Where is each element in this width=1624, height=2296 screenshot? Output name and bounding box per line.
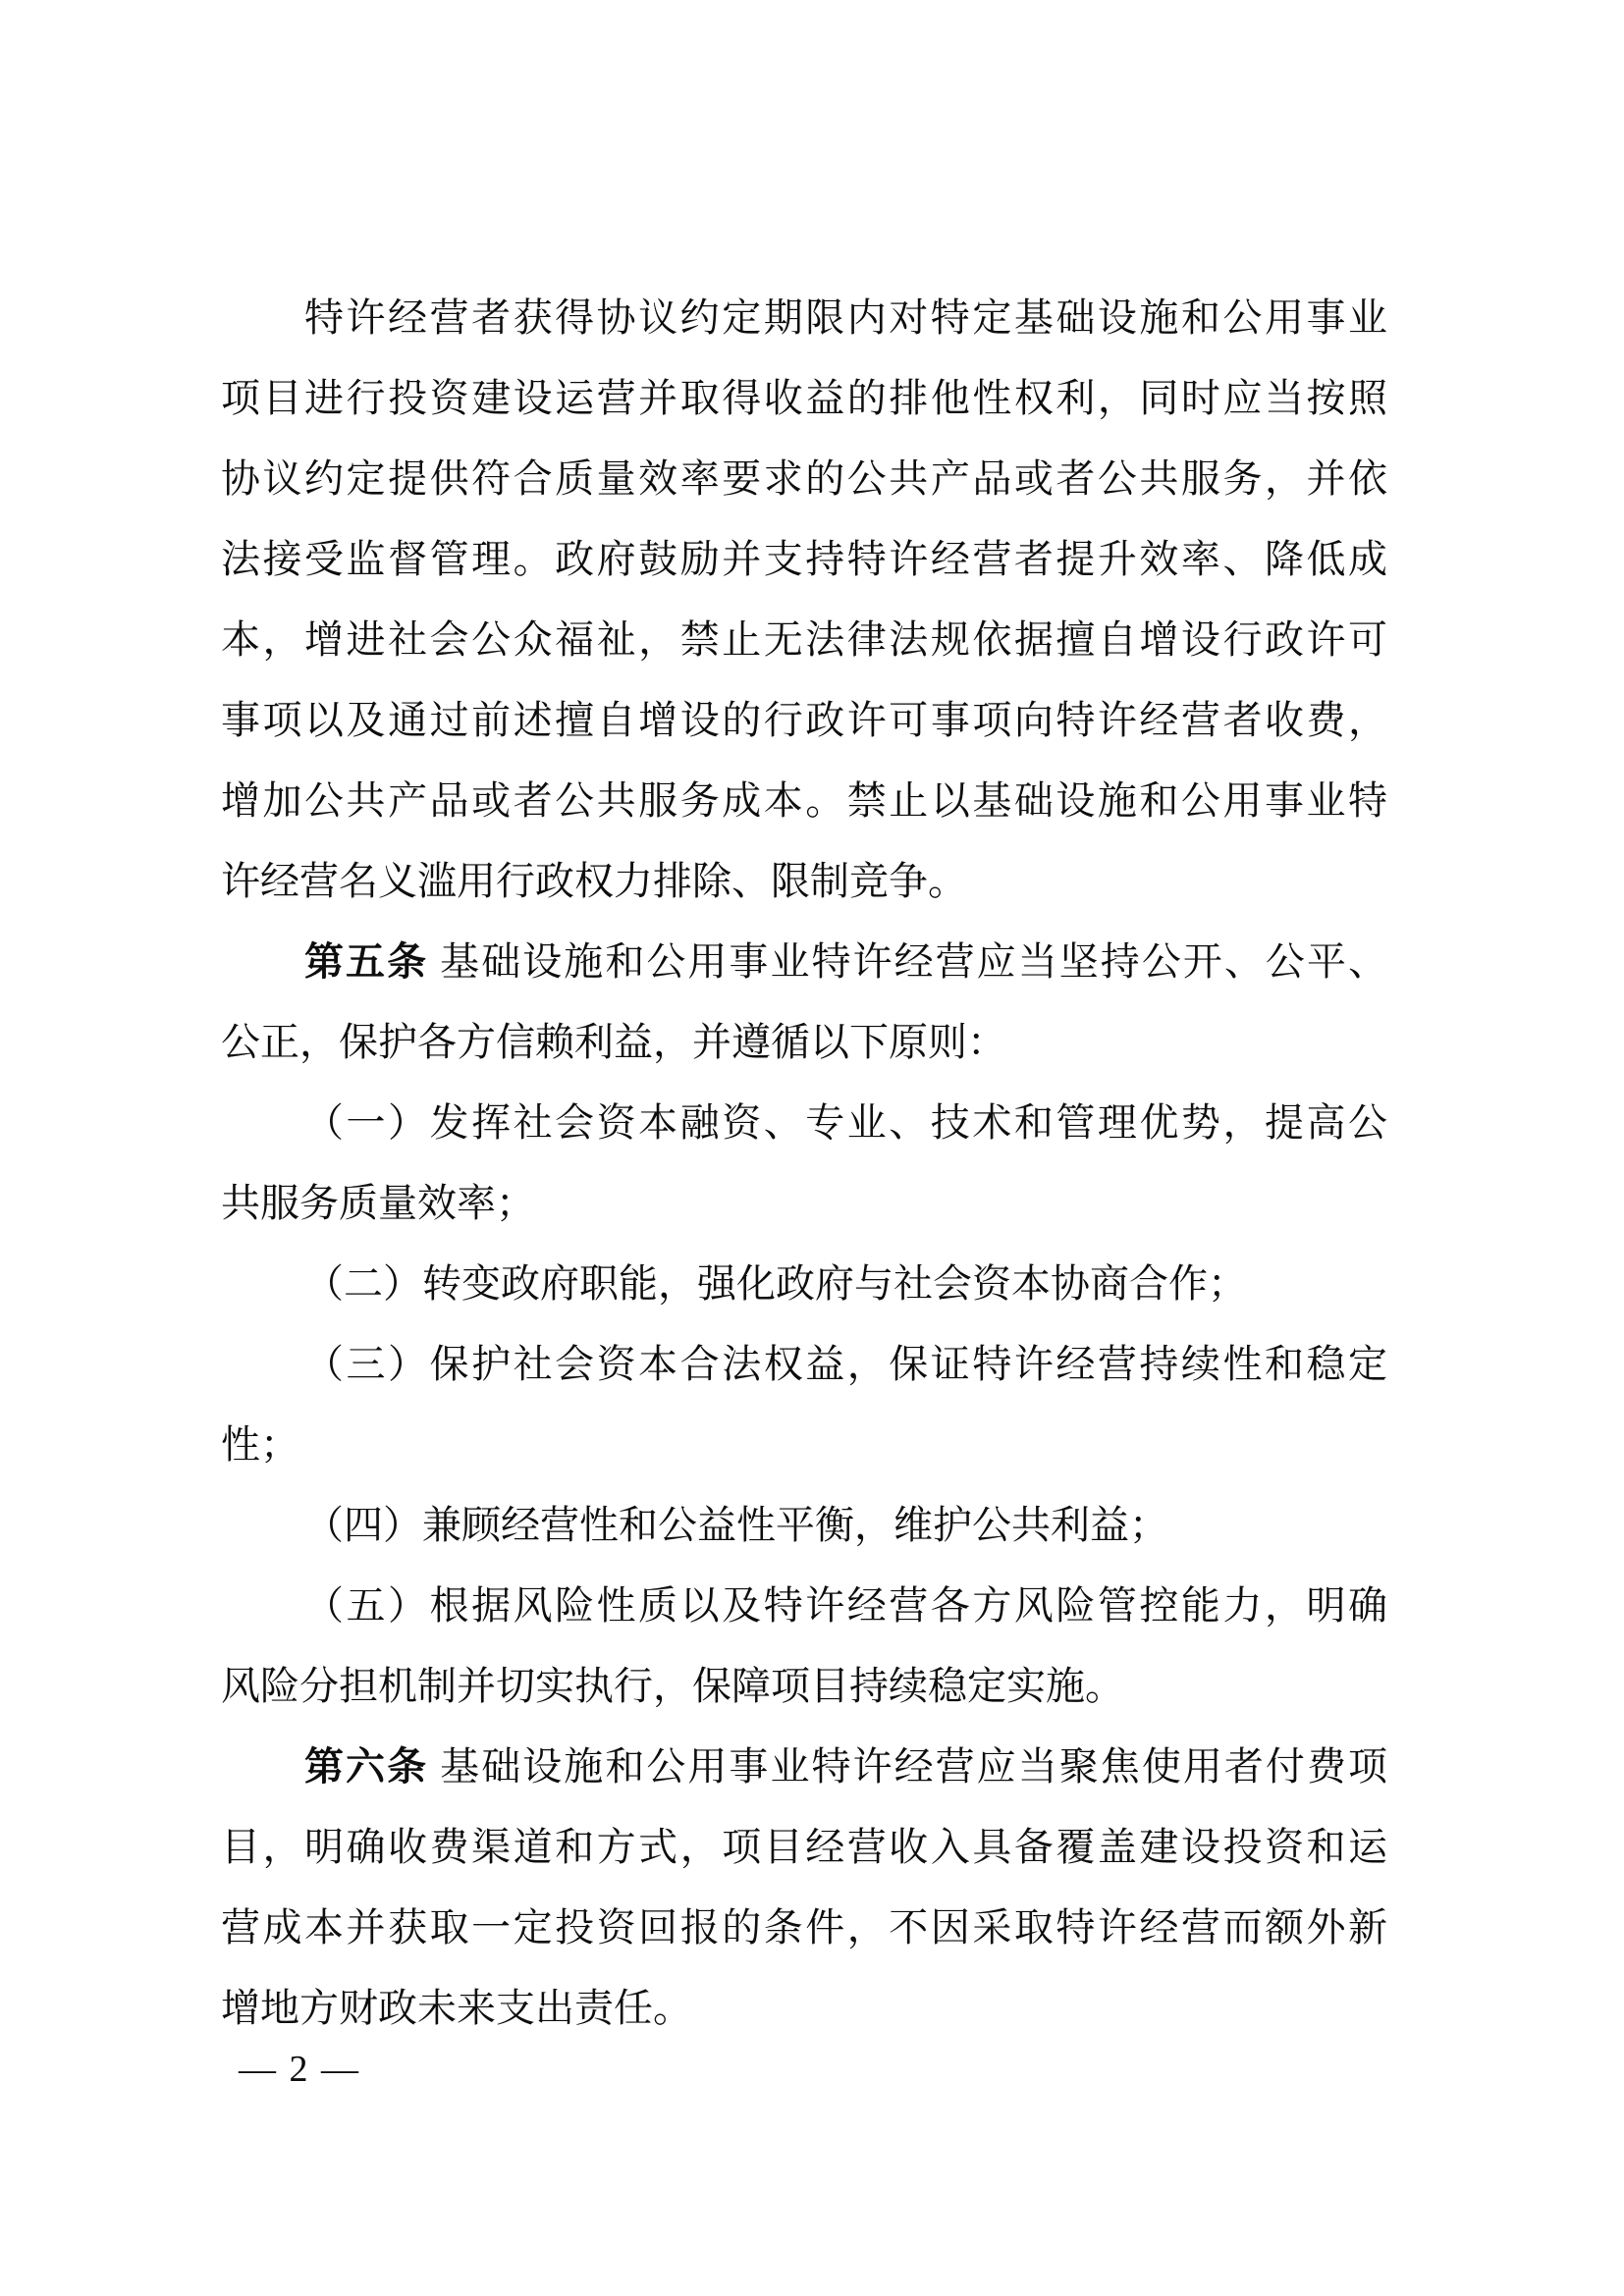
line-text: 营成本并获取一定投资回报的条件，不因采取特许经营而额外新 xyxy=(221,1905,1387,1949)
line-text: 目，明确收费渠道和方式，项目经营收入具备覆盖建设投资和运 xyxy=(221,1825,1387,1869)
document-body xyxy=(221,278,1387,2049)
text-line-item-5 xyxy=(221,1566,1387,1646)
line-text: 项目进行投资建设运营并取得收益的排他性权利，同时应当按照 xyxy=(221,376,1387,420)
line-text: 特许经营者获得协议约定期限内对特定基础设施和公用事业 xyxy=(304,295,1387,340)
text-line-item-3 xyxy=(221,1324,1387,1405)
text-line-item-1 xyxy=(221,1083,1387,1163)
text-line xyxy=(221,1163,1387,1244)
line-text: 事项以及通过前述擅自增设的行政许可事项向特许经营者收费， xyxy=(221,698,1387,742)
line-text: 风险分担机制并切实执行，保障项目持续稳定实施。 xyxy=(221,1664,1124,1708)
text-line xyxy=(221,1002,1387,1083)
text-line-article-6 xyxy=(221,1727,1387,1807)
line-text: 性； xyxy=(221,1422,299,1467)
text-line xyxy=(221,1888,1387,1968)
line-text: （一）发挥社会资本融资、专业、技术和管理优势，提高公 xyxy=(304,1100,1387,1145)
line-text: （三）保护社会资本合法权益，保证特许经营持续性和稳定 xyxy=(304,1342,1387,1386)
line-text: 法接受监督管理。政府鼓励并支持特许经营者提升效率、降低成 xyxy=(221,537,1387,581)
text-line xyxy=(221,519,1387,600)
article-number: 第五条 xyxy=(304,940,429,984)
text-line xyxy=(221,1405,1387,1485)
text-line-item-4 xyxy=(221,1485,1387,1566)
line-text: 本，增进社会公众福祉，禁止无法律法规依据擅自增设行政许可 xyxy=(221,617,1387,662)
line-text: 共服务质量效率； xyxy=(221,1181,535,1225)
line-text: 基础设施和公用事业特许经营应当聚焦使用者付费项 xyxy=(428,1744,1388,1789)
line-text: 增加公共产品或者公共服务成本。禁止以基础设施和公用事业特 xyxy=(221,778,1387,823)
text-line xyxy=(221,680,1387,761)
text-line xyxy=(221,278,1387,358)
line-text: 增地方财政未来支出责任。 xyxy=(221,1986,692,2030)
line-text: 许经营名义滥用行政权力排除、限制竞争。 xyxy=(221,859,967,903)
page-number: — 2 — xyxy=(239,2049,360,2090)
text-line-article-5 xyxy=(221,922,1387,1002)
line-text: 基础设施和公用事业特许经营应当坚持公开、公平、 xyxy=(428,939,1388,984)
text-line xyxy=(221,439,1387,519)
text-line xyxy=(221,841,1387,922)
text-line xyxy=(221,1807,1387,1888)
text-line xyxy=(221,358,1387,439)
text-line xyxy=(221,761,1387,841)
text-line xyxy=(221,1646,1387,1727)
text-line xyxy=(221,600,1387,680)
article-number: 第六条 xyxy=(304,1745,429,1789)
line-text: （二）转变政府职能，强化政府与社会资本协商合作； xyxy=(304,1261,1247,1306)
text-line-item-2 xyxy=(221,1244,1387,1324)
line-text: （五）根据风险性质以及特许经营各方风险管控能力，明确 xyxy=(304,1583,1387,1628)
line-text: 协议约定提供符合质量效率要求的公共产品或者公共服务，并依 xyxy=(221,456,1387,501)
line-text: 公正，保护各方信赖利益，并遵循以下原则： xyxy=(221,1020,1006,1064)
line-text: （四）兼顾经营性和公益性平衡，维护公共利益； xyxy=(304,1503,1168,1547)
text-line xyxy=(221,1968,1387,2049)
